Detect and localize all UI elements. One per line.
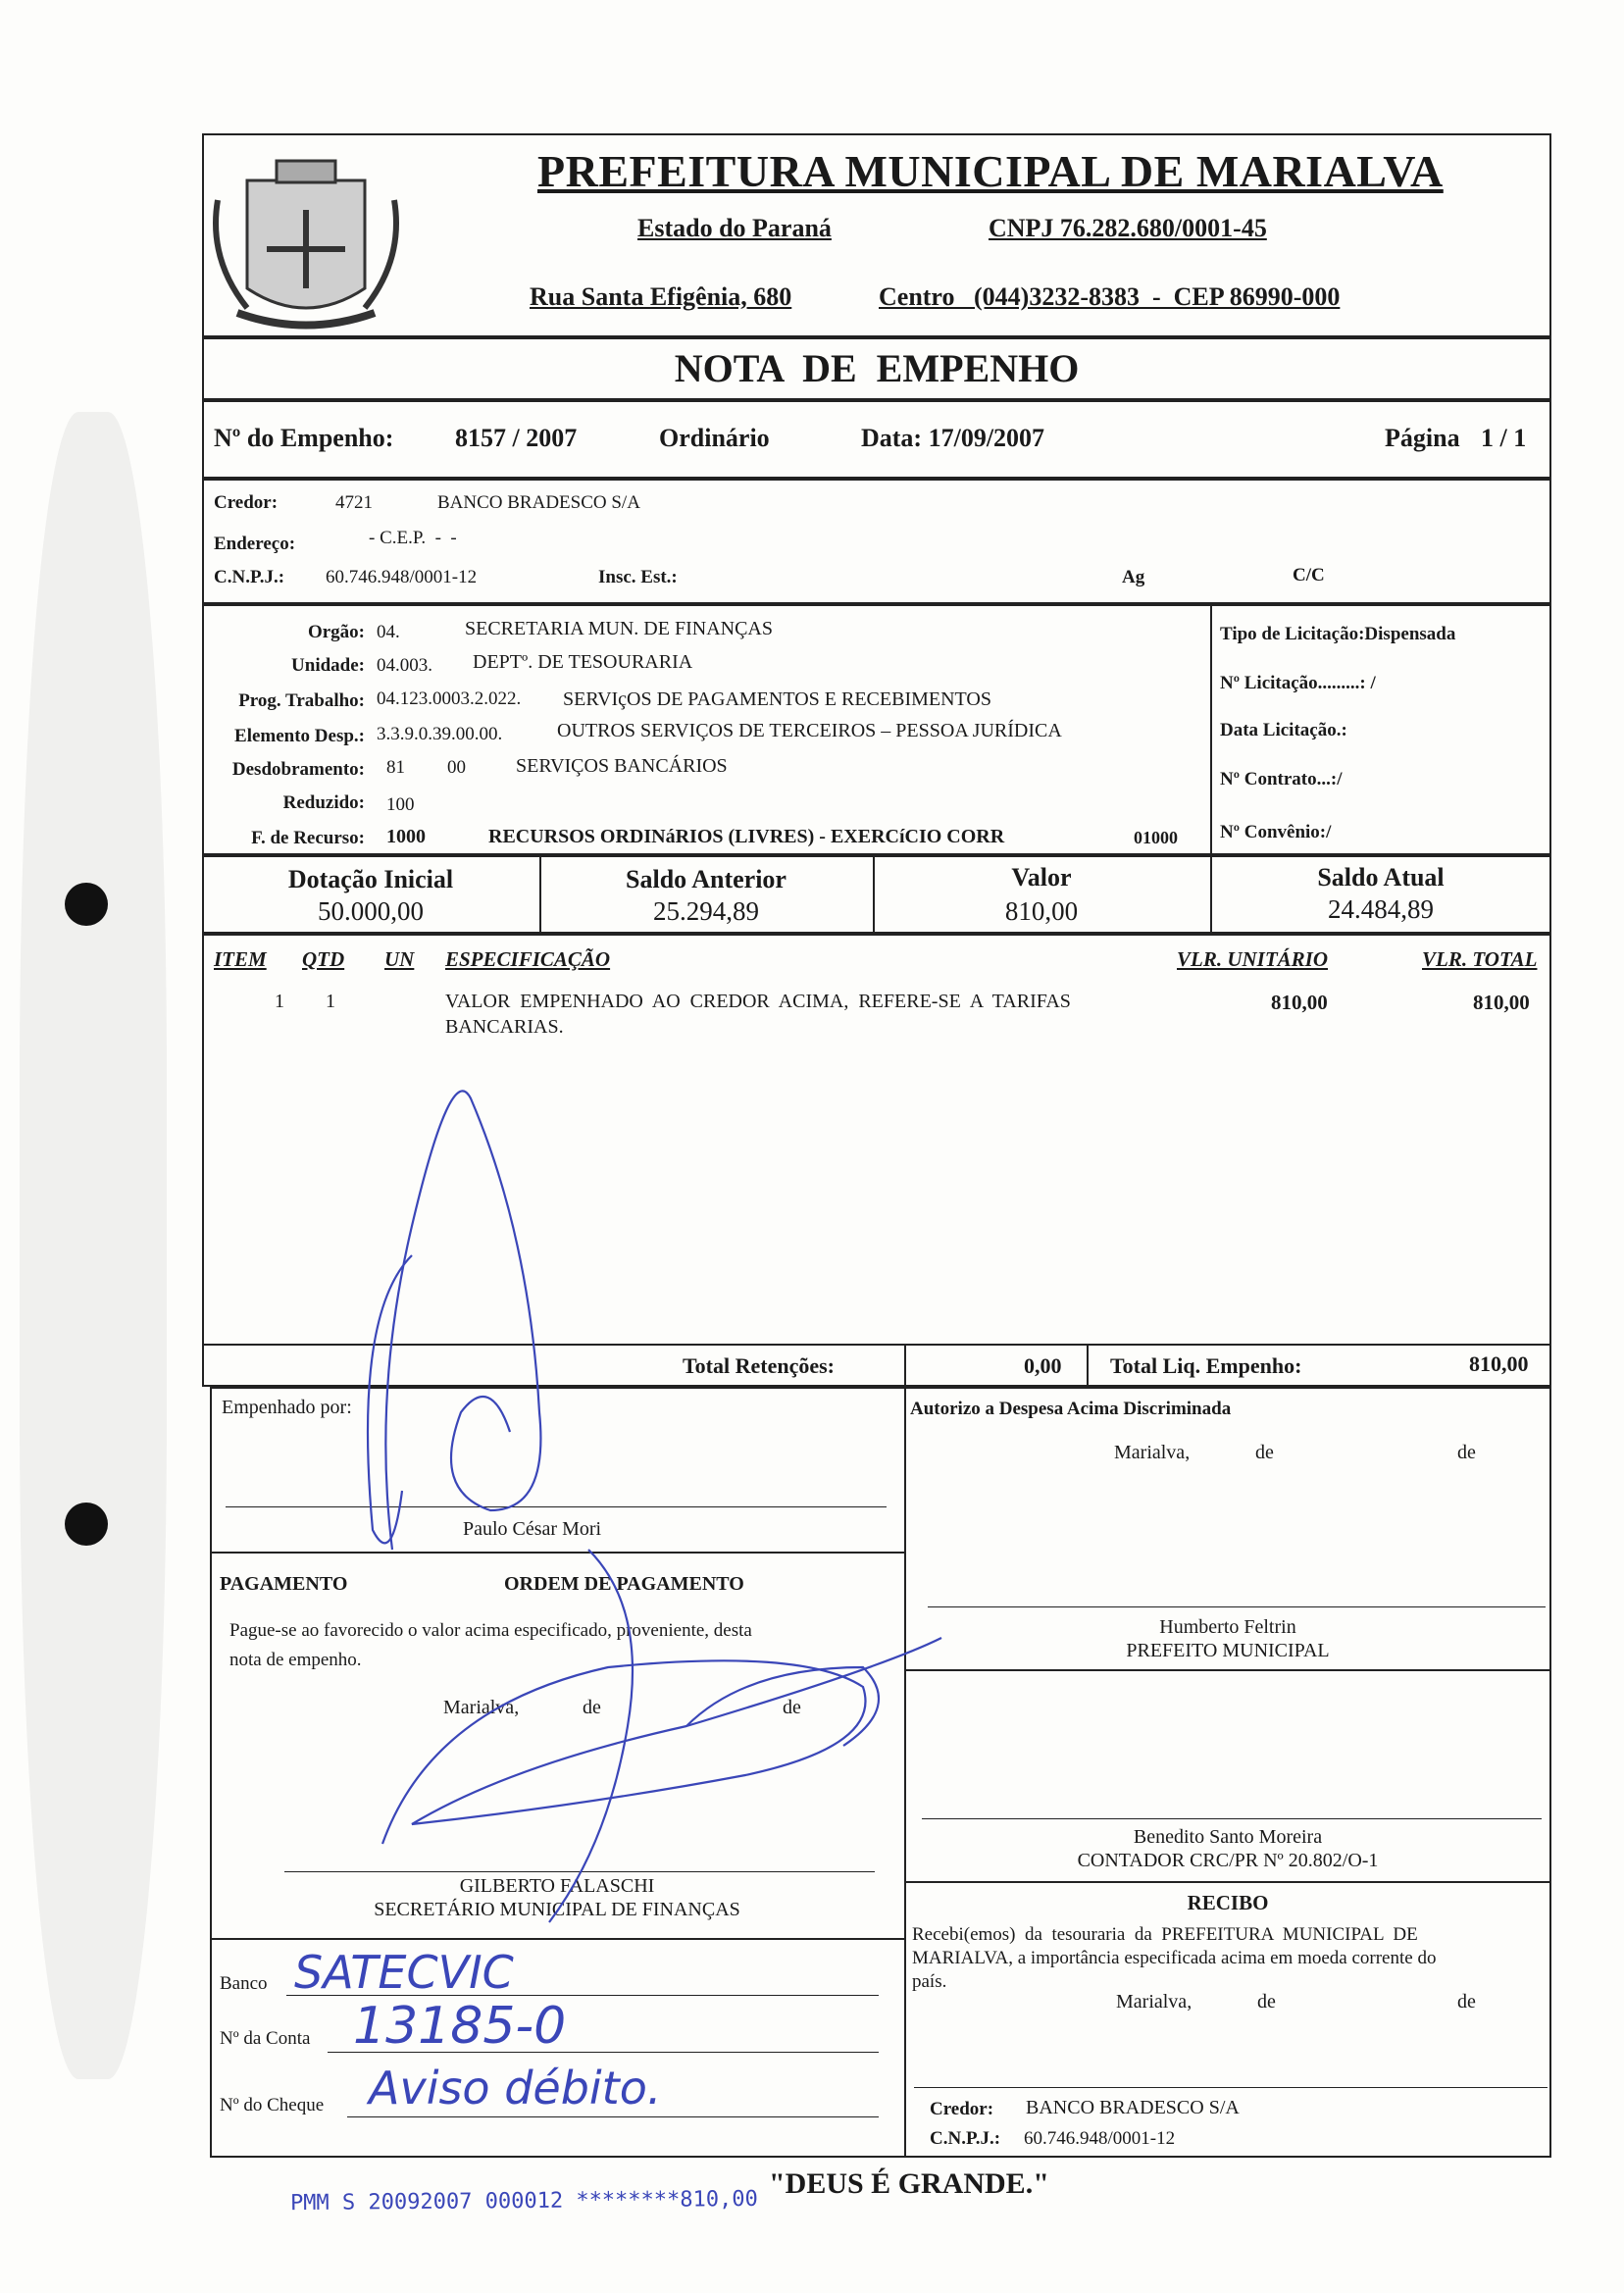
address-label: Rua Santa Efigênia, 680 [530,282,792,311]
col-espec-header: ESPECIFICAÇÃO [445,947,611,971]
item-desc-line2: BANCARIAS. [445,1016,564,1038]
document-title: NOTA DE EMPENHO [674,346,1080,390]
state-label: Estado do Paraná [637,214,832,242]
recibo-line1: Recebi(emos) da tesouraria da PREFEITURA MUNICIPAL DE [912,1924,1418,1945]
unidade-code: 04.003. [377,655,432,676]
recibo-cnpj-value: 60.746.948/0001-12 [1024,2128,1176,2149]
recibo-line2: MARIALVA, a importância especificada acima em moeda corrente do [912,1948,1437,1968]
contador-name: Benedito Santo Moreira [1133,1826,1323,1848]
prog-trabalho-label: Prog. Trabalho: [238,690,365,711]
reduzido-value: 100 [386,794,415,815]
autorizo-city: Marialva, [1114,1442,1191,1463]
data-licitacao: Data Licitação.: [1220,720,1347,740]
saldo-atual-value: 24.484,89 [1328,894,1434,924]
cheque-label: Nº do Cheque [220,2095,325,2115]
fonte-recurso-name: RECURSOS ORDINáRIOS (LIVRES) - EXERCíCIO CORR [488,826,1005,847]
credor-code: 4721 [335,492,373,513]
prefeito-role: PREFEITO MUNICIPAL [1126,1640,1330,1661]
col-vlr-unit-header: VLR. UNITÁRIO [1177,947,1329,971]
total-retencoes-label: Total Retenções: [683,1353,835,1378]
empenhado-por-label: Empenhado por: [222,1397,352,1418]
pagamento-text-line2: nota de empenho. [229,1650,362,1670]
pagamento-de-1: de [583,1697,601,1718]
prefeito-name: Humberto Feltrin [1159,1616,1296,1638]
col-un-header: UN [384,947,415,971]
recibo-cnpj-label: C.N.P.J.: [930,2128,1001,2149]
dotacao-inicial-label: Dotação Inicial [287,865,454,893]
endereco-value: - C.E.P. - - [369,528,457,548]
credor-name: BANCO BRADESCO S/A [437,492,640,513]
banco-handwritten: SATECVIC [294,1946,514,1999]
agencia-label: Ag [1122,567,1145,587]
col-qtd-header: QTD [302,947,345,971]
total-liquido-label: Total Liq. Empenho: [1110,1353,1302,1378]
pagamento-de-2: de [783,1697,801,1718]
valor-label: Valor [1011,863,1072,892]
recibo-de-1: de [1257,1991,1276,2013]
item-vlr-total: 810,00 [1473,991,1530,1014]
conta-corrente-label: C/C [1293,565,1325,586]
elemento-name: OUTROS SERVIÇOS DE TERCEIROS – PESSOA JURÍDICA [557,720,1062,741]
total-retencoes-value: 0,00 [1024,1353,1062,1378]
valor-value: 810,00 [1004,896,1079,926]
autorizo-de-2: de [1457,1442,1476,1463]
orgao-code: 04. [377,622,400,642]
elemento-code: 3.3.9.0.39.00.00. [377,724,503,744]
secretario-role: SECRETÁRIO MUNICIPAL DE FINANÇAS [374,1899,740,1920]
orgao-name: SECRETARIA MUN. DE FINANÇAS [465,618,773,639]
contador-role: CONTADOR CRC/PR Nº 20.802/O-1 [1077,1850,1379,1871]
recibo-line3: país. [912,1971,947,1992]
item-qtd: 1 [326,991,335,1012]
recibo-credor-label: Credor: [930,2099,994,2119]
recibo-label: RECIBO [1187,1891,1269,1914]
saldo-anterior-value: 25.294,89 [653,896,759,926]
recibo-city: Marialva, [1116,1991,1193,2013]
saldo-anterior-label: Saldo Anterior [626,865,787,893]
unidade-name: DEPTº. DE TESOURARIA [473,651,693,673]
tipo-licitacao: Tipo de Licitação:Dispensada [1220,624,1456,644]
empenho-type: Ordinário [659,424,770,452]
col-item-header: ITEM [214,947,267,971]
pagamento-text-line1: Pague-se ao favorecido o valor acima especificado, proveniente, desta [229,1620,752,1641]
cnpj-label: CNPJ 76.282.680/0001-45 [989,214,1267,242]
numero-convenio: Nº Convênio:/ [1220,822,1332,842]
recibo-de-2: de [1457,1991,1476,2013]
page-label: Página [1385,424,1460,452]
municipality-title: PREFEITURA MUNICIPAL DE MARIALVA [537,146,1444,196]
insc-est-label: Insc. Est.: [598,567,678,587]
numero-contrato: Nº Contrato...:/ [1220,769,1343,790]
dotacao-inicial-value: 50.000,00 [318,896,424,926]
desdobramento-name: SERVIÇOS BANCÁRIOS [516,755,728,777]
prog-trabalho-code: 04.123.0003.2.022. [377,688,522,709]
credor-label: Credor: [214,492,279,513]
col-vlr-total-header: VLR. TOTAL [1422,947,1538,971]
secretario-name: GILBERTO FALASCHI [459,1875,655,1897]
footer-stamp: PMM S 20092007 000012 ********810,00 [289,2186,758,2217]
footer-motto: "DEUS É GRANDE." [769,2167,1049,2200]
ordem-pagamento-label: ORDEM DE PAGAMENTO [504,1573,744,1595]
page-number: 1 / 1 [1481,424,1527,452]
item-number: 1 [275,991,284,1012]
saldo-atual-label: Saldo Atual [1317,863,1445,892]
empenho-date: Data: 17/09/2007 [861,424,1045,452]
numero-licitacao: Nº Licitação.........: / [1220,673,1376,693]
recibo-credor-value: BANCO BRADESCO S/A [1026,2097,1240,2118]
empenhado-name: Paulo César Mori [463,1518,602,1540]
desdobramento-sub: 00 [447,757,466,778]
item-desc-line1: VALOR EMPENHADO AO CREDOR ACIMA, REFERE-SE A TARIFAS [445,991,1071,1012]
endereco-label: Endereço: [214,534,296,554]
orgao-label: Orgão: [307,622,365,642]
desdobramento-label: Desdobramento: [231,759,365,780]
conta-handwritten: 13185-0 [353,1997,567,2056]
empenho-number-label: Nº do Empenho: [214,424,394,452]
elemento-label: Elemento Desp.: [234,726,365,746]
item-vlr-unit: 810,00 [1271,991,1328,1014]
contact-label: Centro (044)3232-8383 - CEP 86990-000 [879,282,1341,311]
cnpj-credor-label: C.N.P.J.: [214,567,285,587]
cheque-handwritten: Aviso débito. [369,2062,662,2115]
fonte-recurso-code: 1000 [386,826,426,847]
fonte-recurso-number: 01000 [1134,828,1178,847]
cnpj-credor-value: 60.746.948/0001-12 [326,567,478,587]
autorizo-label: Autorizo a Despesa Acima Discriminada [910,1399,1232,1419]
empenho-number: 8157 / 2007 [455,424,578,452]
reduzido-label: Reduzido: [282,792,365,813]
banco-label: Banco [220,1973,268,1994]
pagamento-city: Marialva, [443,1697,520,1718]
conta-label: Nº da Conta [220,2028,311,2049]
desdobramento-code: 81 [386,757,405,778]
prog-trabalho-name: SERVIçOS DE PAGAMENTOS E RECEBIMENTOS [563,688,991,710]
autorizo-de-1: de [1255,1442,1274,1463]
fonte-recurso-label: F. de Recurso: [251,828,365,848]
total-liquido-value: 810,00 [1469,1351,1529,1376]
unidade-label: Unidade: [291,655,365,676]
pagamento-label: PAGAMENTO [220,1573,348,1595]
